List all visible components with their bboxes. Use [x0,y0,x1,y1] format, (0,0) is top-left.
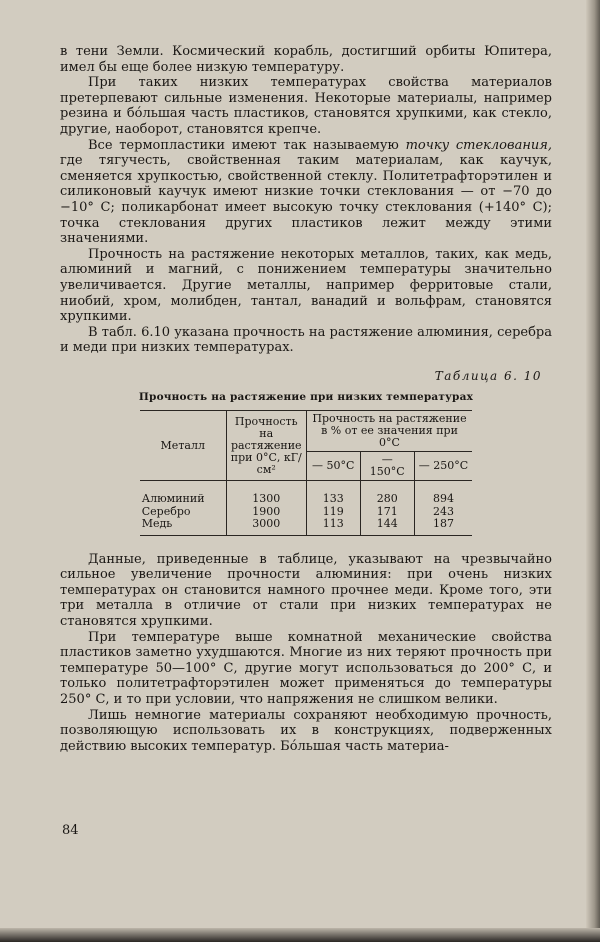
cell-metal: Медь [141,517,173,531]
cell-t150: 144 [360,518,414,535]
cell-t50: 133 [306,481,360,506]
paragraph: При таких низких температурах свойства материалов претерпевают сильные изменения. Некоторые материалы, например резина и бóльшая часть пластиков, становятся хрупкими, как стекло, другие, наоборот, становятся крепче. [60,75,552,137]
paragraph-text: Все термопластики имеют так называемую [88,137,406,153]
cell-metal: Серебро [141,504,191,518]
cell-metal: Алюминий [141,492,205,506]
header-metal: Металл [140,411,227,481]
table-row [140,481,473,506]
glass-transition-term: точку стеклования, [405,137,552,153]
cell-t50: 119 [306,506,360,519]
page-body [60,44,552,754]
table-caption: Таблица 6. 10 [434,368,542,383]
paragraph: При температуре выше комнатной механические свойства пластиков заметно ухудшаются. Многие из них теряют прочность при температуре 50—100° С, другие могут использоваться до 200° С, и только политетрафторэтилен может применяться до температуры 250° С, и то при условии, что напряжения не слишком велики. [60,629,552,707]
cell-t50: 113 [306,518,360,535]
table-row [140,518,473,535]
header-temp-250: — 250°С [414,452,472,481]
cell-t250: 243 [414,506,472,519]
table-row [140,506,473,519]
paragraph: В табл. 6.10 указана прочность на растяжение алюминия, серебра и меди при низких температурах. [60,324,552,356]
table-title: Прочность на растяжение при низких температурах [138,391,474,404]
header-strength: Прочность на растяжение при 0°С, кГ/см² [226,411,306,481]
cell-t250: 187 [414,518,472,535]
cell-t250: 894 [414,481,472,506]
paragraph: в тени Земли. Космический корабль, достигший орбиты Юпитера, имел бы еще более низкую температуру. [60,44,552,75]
paragraph-text: где тягучесть, свойственная таким материалам, как каучук, сменяется хрупкостью, свойственной стеклу. Политетрафторэтилен и силиконовый каучук имеют низкие точки стеклования — от −70 до −10° С; поликарбонат имеет высокую точку стеклования (+140° С); точка стеклования других пластиков лежит между этими значениями. [60,153,552,247]
header-temp-50: — 50°С [306,452,360,481]
cell-strength: 3000 [226,518,306,535]
cell-t150: 171 [360,506,414,519]
page-number: 84 [62,823,79,838]
strength-table [140,410,473,536]
header-temp-150: — 150°С [360,452,414,481]
paragraph: Данные, приведенные в таблице, указывают на чрезвычайно сильное увеличение прочности алюминия: при очень низких температурах он становится намного прочнее меди. Кроме того, эти три металла в отличие от стали при низких температурах не становятся хрупкими. [60,551,552,629]
cell-strength: 1900 [226,506,306,519]
paragraph: Лишь немногие материалы сохраняют необходимую прочность, позволяющую использовать их в конструкциях, подверженных действию высоких температур. Бóльшая часть материа- [60,707,552,754]
cell-t150: 280 [360,481,414,506]
header-percent: Прочность на растяжение в % от ее значения при 0°С [306,411,472,452]
paragraph-glass-transition [60,138,552,247]
paragraph: Прочность на растяжение некоторых металлов, таких, как медь, алюминий и магний, с понижением температуры значительно увеличивается. Другие металлы, например ферритовые стали, ниобий, хром, молибден, тантал, ванадий и вольфрам, становятся хрупкими. [60,246,552,325]
cell-strength: 1300 [226,481,306,506]
